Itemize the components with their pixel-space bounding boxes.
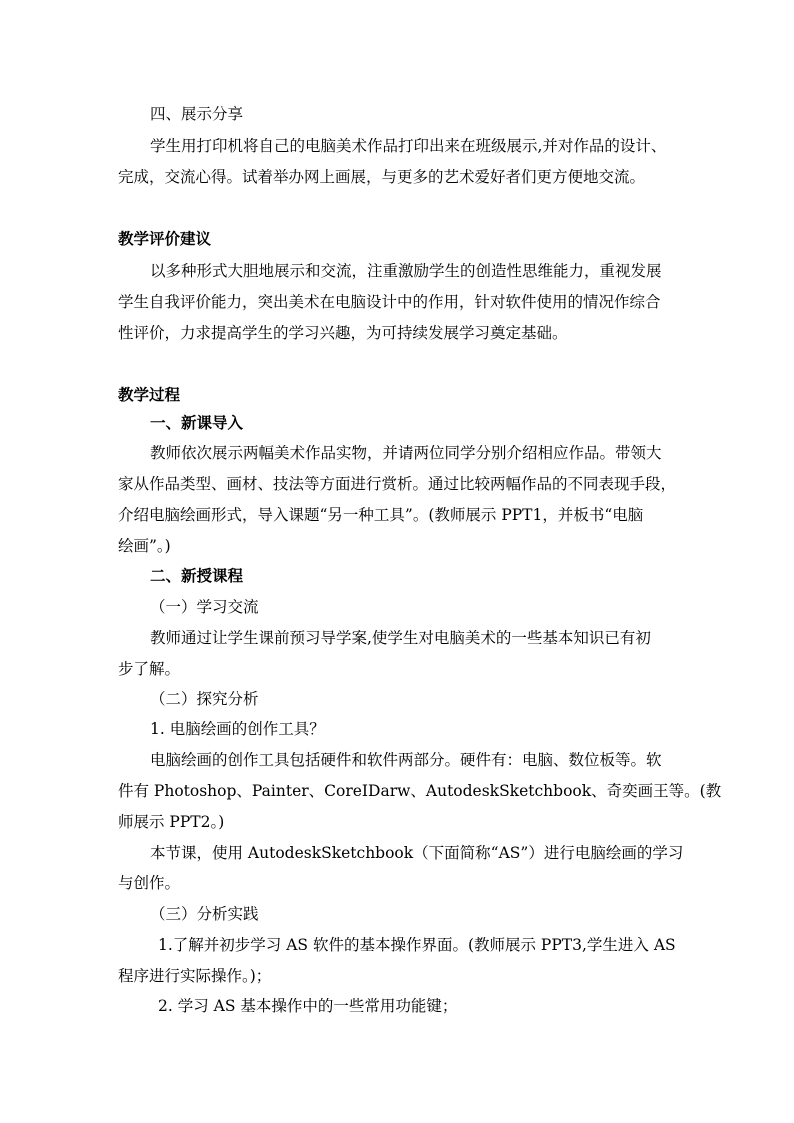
evaluation-heading: 教学评价建议 xyxy=(118,229,212,248)
part1-line-2: 家从作品类型、画材、技法等方面进行赏析。通过比较两幅作品的不同表现手段， xyxy=(118,475,677,493)
sub2-para1-line-3: 师展示 PPT2。) xyxy=(118,813,225,831)
sub3-title: （三）分析实践 xyxy=(150,905,259,923)
sub3-item1-line-2: 程序进行实际操作。)； xyxy=(118,967,272,985)
sub2-para2-line-1: 本节课，使用 AutodeskSketchbook（下面简称“AS”）进行电脑绘画的学习 xyxy=(150,844,684,862)
section4-line-2: 完成，交流心得。试着举办网上画展，与更多的艺术爱好者们更方便地交流。 xyxy=(118,168,646,186)
sub2-para1-line-1: 电脑绘画的创作工具包括硬件和软件两部分。硬件有：电脑、数位板等。软 xyxy=(150,751,662,769)
section4-title: 四、展示分享 xyxy=(150,105,244,123)
evaluation-line-3: 性评价，力求提高学生的学习兴趣，为可持续发展学习奠定基础。 xyxy=(118,324,568,342)
evaluation-line-2: 学生自我评价能力，突出美术在电脑设计中的作用，针对软件使用的情况作综合 xyxy=(118,293,661,311)
sub1-title: （一）学习交流 xyxy=(150,598,259,616)
part1-line-4: 绘画”。) xyxy=(118,537,171,555)
sub3-item1-line-1: 1.了解并初步学习 AS 软件的基本操作界面。(教师展示 PPT3,学生进入 AS xyxy=(158,936,676,954)
sub1-line-1: 教师通过让学生课前预习导学案,使学生对电脑美术的一些基本知识已有初 xyxy=(150,629,651,647)
part1-title: 一、新课导入 xyxy=(150,413,244,432)
part1-line-3: 介绍电脑绘画形式，导入课题“另一种工具”。(教师展示 PPT1，并板书“电脑 xyxy=(118,506,644,524)
part1-line-1: 教师依次展示两幅美术作品实物，并请两位同学分别介绍相应作品。带领大 xyxy=(150,444,662,462)
sub2-question-1: 1. 电脑绘画的创作工具？ xyxy=(150,720,325,738)
process-heading: 教学过程 xyxy=(118,385,181,404)
part2-title: 二、新授课程 xyxy=(150,566,244,585)
sub2-para2-line-2: 与创作。 xyxy=(118,874,181,892)
sub3-item2: 2. 学习 AS 基本操作中的一些常用功能键； xyxy=(158,997,458,1015)
sub2-title: （二）探究分析 xyxy=(150,690,259,708)
evaluation-line-1: 以多种形式大胆地展示和交流，注重激励学生的创造性思维能力，重视发展 xyxy=(150,262,662,280)
sub2-para1-line-2: 件有 Photoshop、Painter、CoreIDarw、AutodeskSketchbook、奇奕画王等。(教 xyxy=(118,782,722,800)
sub1-line-2: 步了解。 xyxy=(118,660,181,678)
section4-line-1: 学生用打印机将自己的电脑美术作品打印出来在班级展示,并对作品的设计、 xyxy=(150,137,667,155)
